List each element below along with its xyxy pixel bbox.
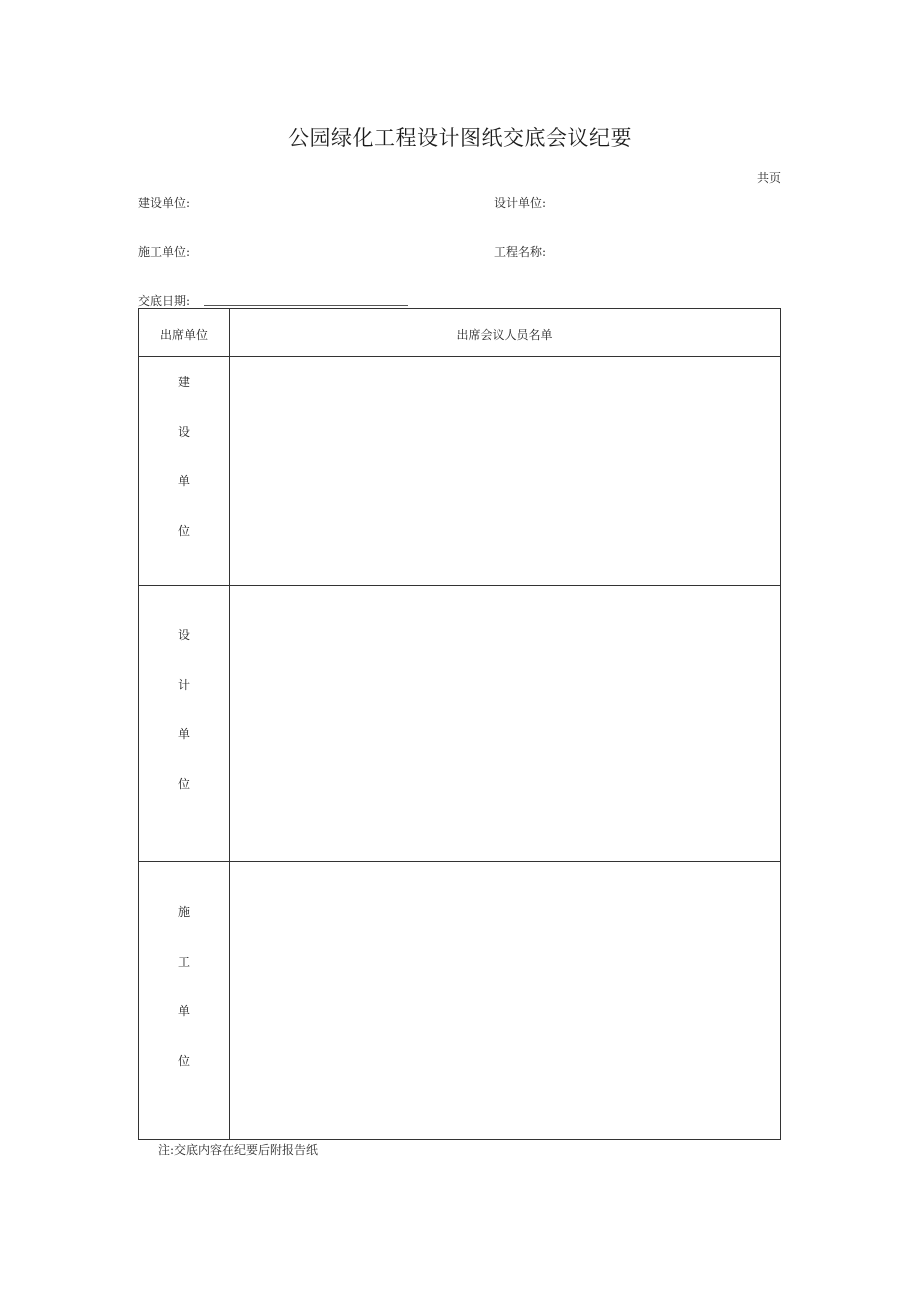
page-count-label: 共页 (756, 171, 781, 185)
row-design-unit-char: 设 (177, 628, 190, 642)
row-construction-unit-char: 单 (177, 1004, 190, 1018)
row-construction-unit-char: 工 (177, 955, 190, 969)
row-construction-unit-char: 施 (177, 905, 190, 919)
construction-unit-attendees-cell[interactable] (230, 862, 780, 1139)
row-owner-unit-char: 设 (177, 425, 190, 439)
design-unit-attendees-cell[interactable] (230, 586, 780, 861)
row-owner-unit-char: 位 (177, 524, 190, 538)
header-attendee-list: 出席会议人员名单 (456, 328, 553, 342)
header-attending-unit: 出席单位 (159, 328, 208, 342)
project-name-label: 工程名称: (494, 245, 547, 259)
attendance-table (138, 308, 781, 1140)
row-design-unit-char: 位 (177, 777, 190, 791)
owner-unit-attendees-cell[interactable] (230, 357, 780, 585)
handover-date-label: 交底日期: (138, 294, 191, 308)
document-title: 公园绿化工程设计图纸交底会议纪要 (288, 126, 632, 150)
row-construction-unit-char: 位 (177, 1054, 190, 1068)
row-design-unit-char: 单 (177, 727, 190, 741)
row-owner-unit-char: 单 (177, 474, 190, 488)
handover-date-blank-line (204, 305, 408, 306)
construction-unit-label: 施工单位: (138, 245, 191, 259)
row-design-unit-char: 计 (177, 678, 190, 692)
footnote: 注:交底内容在纪要后附报告纸 (158, 1143, 319, 1157)
design-unit-label: 设计单位: (494, 196, 547, 210)
row-owner-unit-char: 建 (177, 375, 190, 389)
owner-unit-label: 建设单位: (138, 196, 191, 210)
